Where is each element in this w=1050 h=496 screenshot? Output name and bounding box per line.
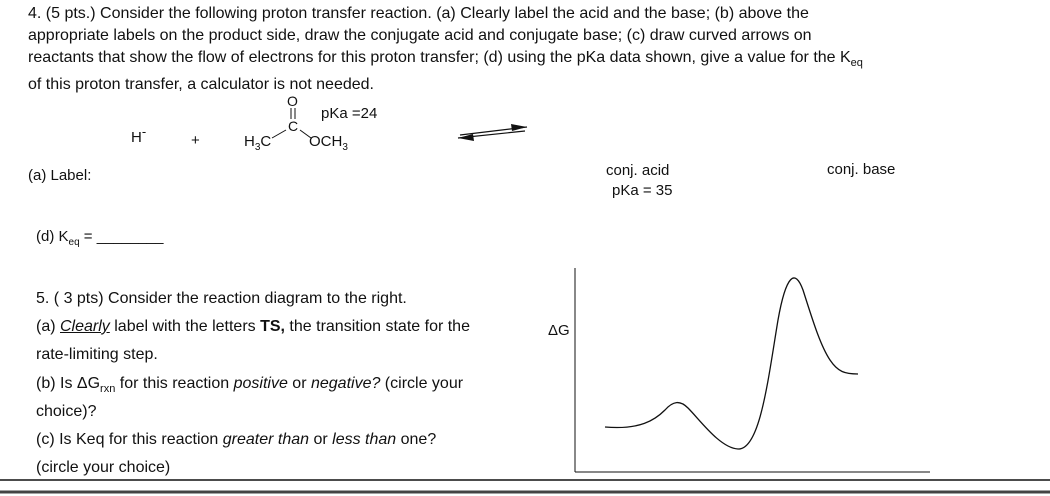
- q5-line-7: (circle your choice): [36, 459, 171, 476]
- q5-line-4: (b) Is $\Delta G_{rxn}$ for this reaction positive or negative? (circle your: [36, 375, 464, 396]
- conj-acid-pka: pKa = 35: [612, 182, 673, 199]
- q5-line-2: (a) Clearly label with the letters TS, the transition state for the: [36, 318, 470, 335]
- c-methoxy-bond: [300, 130, 311, 138]
- conj-acid-label: conj. acid: [606, 162, 670, 179]
- hydride: H-: [131, 124, 147, 146]
- delta-g-axis-label: ΔG: [548, 322, 570, 339]
- q5-line-1: 5. ( 3 pts) Consider the reaction diagram to the right.: [36, 290, 407, 307]
- conj-base-label: conj. base: [827, 161, 896, 178]
- q4-line-3: reactants that show the flow of electrons for this proton transfer; (d) using the pKa data shown, give a value for the $K_{eq}$: [28, 49, 863, 70]
- c-methyl-bond: [272, 130, 286, 138]
- q5-line-3: rate-limiting step.: [36, 346, 158, 363]
- choice-less-than[interactable]: less than: [332, 431, 397, 448]
- reaction-energy-curve: [605, 278, 858, 449]
- methyl-group: $H_3C$: [244, 133, 272, 153]
- choice-positive[interactable]: positive: [233, 375, 288, 392]
- carbonyl-carbon: C: [288, 118, 299, 134]
- reactant-pka: pKa =24: [321, 105, 378, 122]
- hydride-charge: -: [141, 124, 147, 139]
- carbonyl-oxygen: O: [287, 93, 298, 109]
- q4-line-4: of this proton transfer, a calculator is not needed.: [28, 76, 374, 94]
- choice-greater-than[interactable]: greater than: [222, 431, 310, 448]
- keq-answer-blank[interactable]: ________: [96, 228, 164, 245]
- label-a: (a) Label:: [28, 167, 92, 184]
- methoxy-group: $OCH_3$: [309, 133, 348, 153]
- q4-line-1: 4. (5 pts.) Consider the following proton transfer reaction. (a) Clearly label the acid and the base; (b) above the: [28, 5, 809, 22]
- plus-sign: +: [191, 132, 200, 149]
- q4-line-2: appropriate labels on the product side, draw the conjugate acid and conjugate base; (c) draw curved arrows on: [28, 27, 812, 44]
- q5-line-5: choice)?: [36, 403, 97, 420]
- choice-negative[interactable]: negative?: [310, 375, 381, 392]
- q5-line-6: (c) Is Keq for this reaction greater than or less than one?: [36, 431, 437, 448]
- label-d-keq: (d) $K_{eq}$ = ________: [36, 228, 164, 248]
- equilibrium-arrow: [458, 124, 527, 141]
